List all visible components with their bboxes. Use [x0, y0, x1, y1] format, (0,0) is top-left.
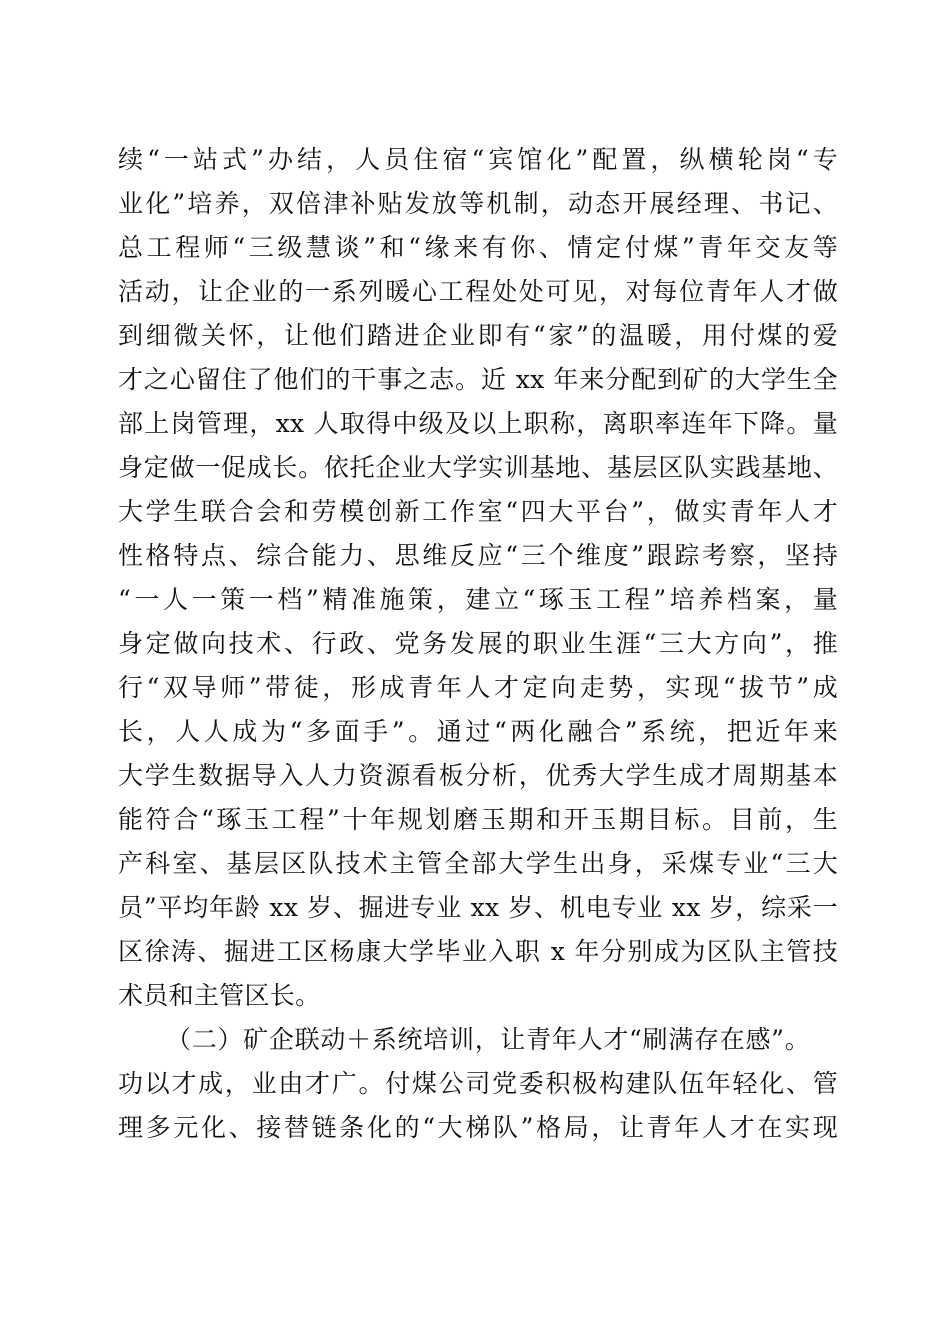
text-line: 到细微关怀，让他们踏进企业即有“家”的温暖，用付煤的爱 — [118, 321, 838, 350]
text-line: 功以才成，业由才广。付煤公司党委积极构建队伍年轻化、管 — [118, 1069, 838, 1098]
text-line: 续“一站式”办结，人员住宿“宾馆化”配置，纵横轮岗“专 — [118, 145, 838, 174]
text-line: 理多元化、接替链条化的“大梯队”格局，让青年人才在实现 — [118, 1113, 838, 1142]
text-line: 活动，让企业的一系列暖心工程处处可见，对每位青年人才做 — [118, 277, 838, 306]
text-line: 性格特点、综合能力、思维反应“三个维度”跟踪考察，坚持 — [118, 541, 838, 570]
text-line: 能符合“琢玉工程”十年规划磨玉期和开玉期目标。目前，生 — [118, 805, 838, 834]
text-line: 业化”培养，双倍津补贴发放等机制，动态开展经理、书记、 — [118, 189, 838, 218]
text-line: “一人一策一档”精准施策，建立“琢玉工程”培养档案，量 — [118, 585, 838, 614]
text-line: 区徐涛、掘进工区杨康大学毕业入职 x 年分别成为区队主管技 — [118, 937, 838, 966]
text-line: 术员和主管区长。 — [118, 981, 321, 1010]
text-line: 身定做向技术、行政、党务发展的职业生涯“三大方向”，推 — [118, 629, 838, 658]
text-line: 员”平均年龄 xx 岁、掘进专业 xx 岁、机电专业 xx 岁，综采一 — [118, 893, 838, 922]
text-line: 总工程师“三级慧谈”和“缘来有你、情定付煤”青年交友等 — [118, 233, 838, 262]
text-line: 才之心留住了他们的干事之志。近 xx 年来分配到矿的大学生全 — [118, 365, 838, 394]
text-line: 部上岗管理，xx 人取得中级及以上职称，离职率连年下降。量 — [118, 409, 838, 438]
text-line: 大学生数据导入人力资源看板分析，优秀大学生成才周期基本 — [118, 761, 838, 790]
section-heading: （二）矿企联动＋系统培训，让青年人才“刷满存在感”。 — [166, 1025, 810, 1054]
text-line: 大学生联合会和劳模创新工作室“四大平台”，做实青年人才 — [118, 497, 838, 526]
text-line: 身定做一促成长。依托企业大学实训基地、基层区队实践基地、 — [118, 453, 838, 482]
text-line: 产科室、基层区队技术主管全部大学生出身，采煤专业“三大 — [118, 849, 838, 878]
text-line: 行“双导师”带徒，形成青年人才定向走势，实现“拔节”成 — [118, 673, 838, 702]
text-line: 长，人人成为“多面手”。通过“两化融合”系统，把近年来 — [118, 717, 838, 746]
